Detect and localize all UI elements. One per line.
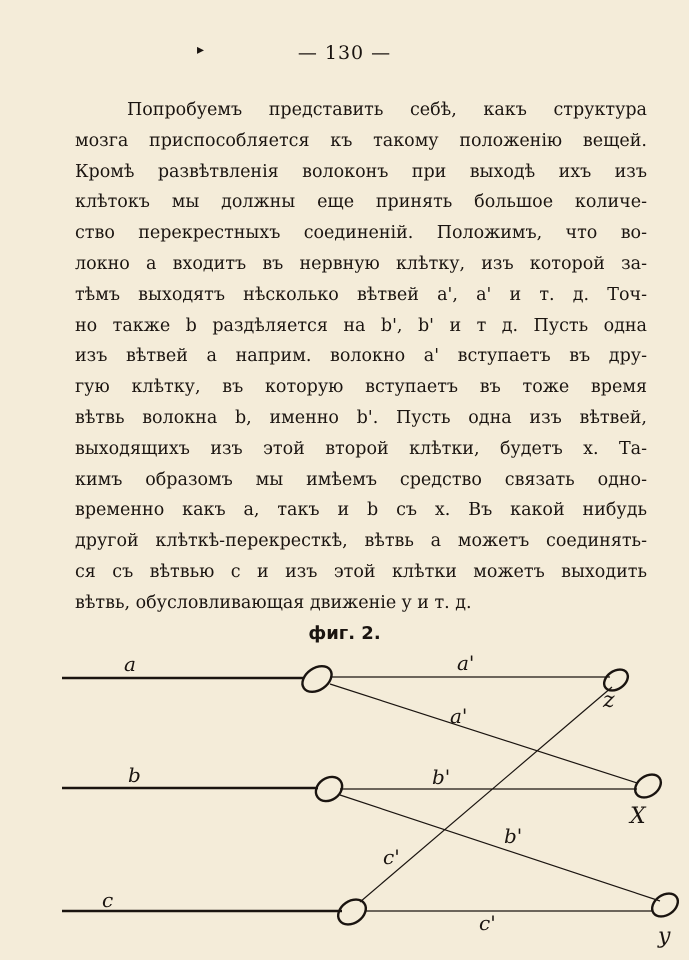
body-text [75,95,647,619]
label-a-prime-diag: a' [450,704,468,728]
page-number: — 130 — [297,42,392,64]
text-line: тѣмъ выходятъ нѣсколько вѣтвей a', a' и т. д. Точ- [75,284,647,305]
branch-a-prime-diag-line [330,684,637,783]
text-line: Попробуемъ представить себѣ, какъ структура [127,100,647,120]
text-line: локно a входитъ въ нервную клѣтку, изъ которой за- [75,253,647,274]
text-line: ся съ вѣтвью c и изъ этой клѣтки можетъ выходить [75,561,647,582]
text-line: ство перекрестныхъ соединеній. Положимъ, что во- [75,223,647,244]
label-z: z [603,688,615,713]
text-line: Кромѣ развѣтвленія волоконъ при выходѣ ихъ изъ [75,161,647,182]
text-line: кимъ образомъ мы имѣемъ средство связать одно- [75,469,647,490]
nerve-cell-b [311,772,347,806]
crossing-cell-y [648,889,682,921]
label-a: a [124,652,136,676]
crossing-cell-x [631,770,665,802]
text-line: вѣтвь волокна b, именно b'. Пусть одна изъ вѣтвей, [75,407,647,428]
text-line: клѣтокъ мы должны еще принять большое количе- [75,192,647,213]
text-line: выходящихъ изъ этой второй клѣтки, будетъ x. Та- [75,438,647,459]
label-y: y [658,924,671,949]
label-c-prime-diag: c' [383,845,400,869]
text-line: мозга приспособляется къ такому положенію вещей. [75,130,647,151]
text-line: временно какъ a, такъ и b съ x. Въ какой нибудь [75,500,647,521]
text-line: другой клѣткѣ-перекресткѣ, вѣтвь a можетъ соединять- [75,531,647,552]
nerve-cell-diagram [0,650,689,960]
text-line: гую клѣтку, въ которую вступаетъ въ тоже время [75,377,647,398]
text-line: вѣтвь, обусловливающая движеніе y и т. д. [75,592,472,613]
figure-caption: фиг. 2. [308,623,381,644]
nerve-cell-c [333,894,370,929]
label-c: c [102,888,114,912]
label-c-prime-bottom: c' [479,911,496,935]
text-line: изъ вѣтвей a наприм. волокно a' вступаетъ въ дру- [75,346,647,367]
label-b: b [128,763,141,787]
branch-c-prime-diag-line [360,687,612,902]
text-line: но также b раздѣляется на b', b' и т д. Пусть одна [75,315,647,336]
label-b-prime-mid: b' [432,765,451,789]
printer-mark: ▸ [197,42,205,58]
nerve-cell-a [298,661,337,697]
label-a-prime-top: a' [457,651,475,675]
label-x: X [630,804,646,829]
label-b-prime-diag: b' [504,824,523,848]
